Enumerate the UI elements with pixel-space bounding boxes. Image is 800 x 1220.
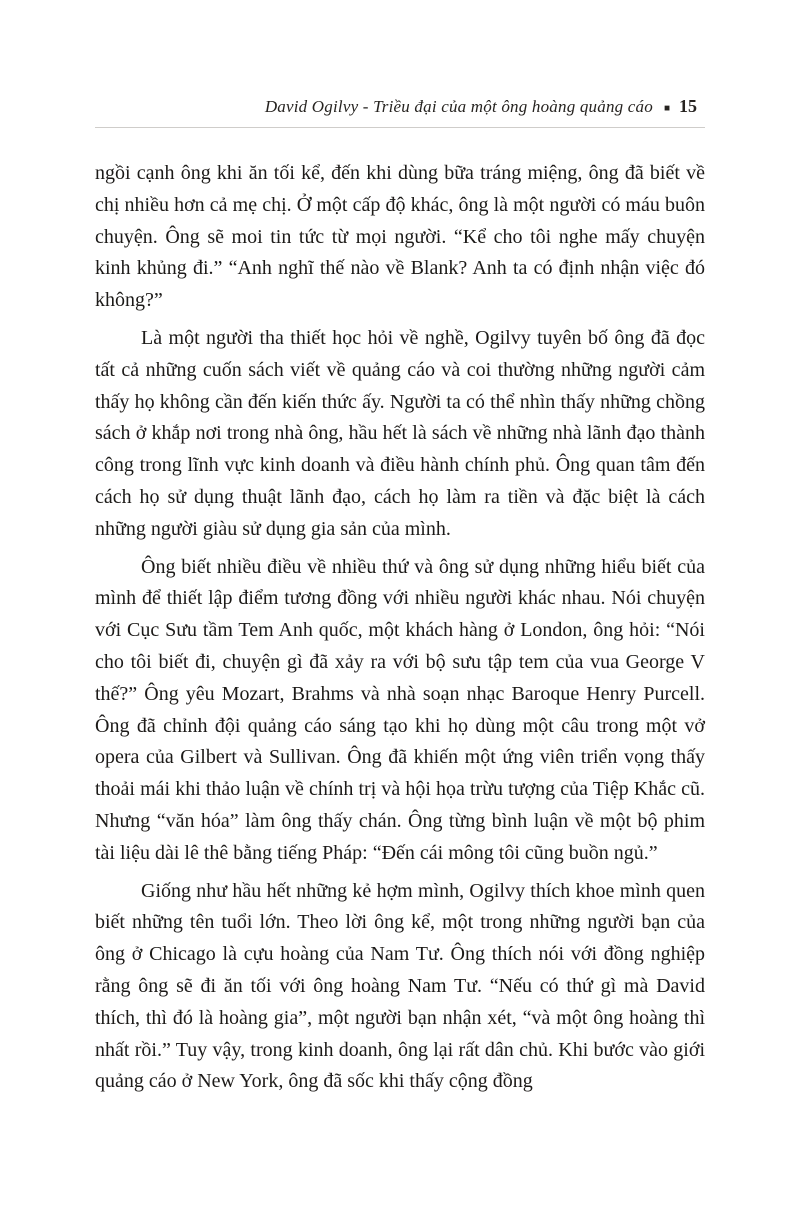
body-paragraph: Ông biết nhiều điều về nhiều thứ và ông sử dụng những hiểu biết của mình để thiết lập điểm tương đồng với nhiều người khác nhau. Nói chuyện với Cục Sưu tầm Tem Anh quốc, một khách hàng ở London, ông hỏi: “Nói cho tôi biết đi, chuyện gì đã xảy ra với bộ sưu tập tem của vua George V thế?” Ông yêu Mozart, Brahms và nhà soạn nhạc Baroque Henry Purcell. Ông đã chỉnh đội quảng cáo sáng tạo khi họ dùng một câu trong một vở opera của Gilbert và Sullivan. Ông đã khiến một ứng viên triển vọng thấy thoải mái khi thảo luận về chính trị và hội họa trừu tượng của Tiệp Khắc cũ. Nhưng “văn hóa” làm ông thấy chán. Ông từng bình luận về một bộ phim tài liệu dài lê thê bằng tiếng Pháp: “Đến cái mông tôi cũng buồn ngủ.” [95, 555, 705, 864]
page-header [95, 96, 705, 117]
body-text [95, 158, 705, 1098]
body-paragraph: ngồi cạnh ông khi ăn tối kể, đến khi dùng bữa tráng miệng, ông đã biết về chị nhiều hơn cả mẹ chị. Ở một cấp độ khác, ông là một người có máu buôn chuyện. Ông sẽ moi tin tức từ mọi người. “Kể cho tôi nghe mấy chuyện kinh khủng đi.” “Anh nghĩ thế nào về Blank? Anh ta có định nhận việc đó không?” [95, 162, 705, 312]
page-number: 15 [679, 96, 697, 116]
body-paragraph: Giống như hầu hết những kẻ hợm mình, Ogilvy thích khoe mình quen biết những tên tuổi lớn. Theo lời ông kể, một trong những người bạn của ông ở Chicago là cựu hoàng của Nam Tư. Ông thích nói với đồng nghiệp rằng ông sẽ đi ăn tối với ông hoàng Nam Tư. “Nếu có thứ gì mà David thích, thì đó là hoàng gia”, một người bạn nhận xét, “và một ông hoàng thì nhất rồi.” Tuy vậy, trong kinh doanh, ông lại rất dân chủ. Khi bước vào giới quảng cáo ở New York, ông đã sốc khi thấy cộng đồng [95, 879, 705, 1093]
square-bullet-icon: ■ [663, 103, 670, 114]
running-header-title: David Ogilvy - Triều đại của một ông hoàng quảng cáo [264, 97, 653, 116]
header-divider [95, 127, 705, 128]
body-paragraph: Là một người tha thiết học hỏi về nghề, Ogilvy tuyên bố ông đã đọc tất cả những cuốn sách viết về quảng cáo và coi thường những người cảm thấy họ không cần đến kiến thức ấy. Người ta có thể nhìn thấy những chồng sách ở khắp nơi trong nhà ông, hầu hết là sách về những nhà lãnh đạo thành công trong lĩnh vực kinh doanh và điều hành chính phủ. Ông quan tâm đến cách họ sử dụng thuật lãnh đạo, cách họ làm ra tiền và đặc biệt là cách những người giàu sử dụng gia sản của mình. [95, 326, 705, 540]
